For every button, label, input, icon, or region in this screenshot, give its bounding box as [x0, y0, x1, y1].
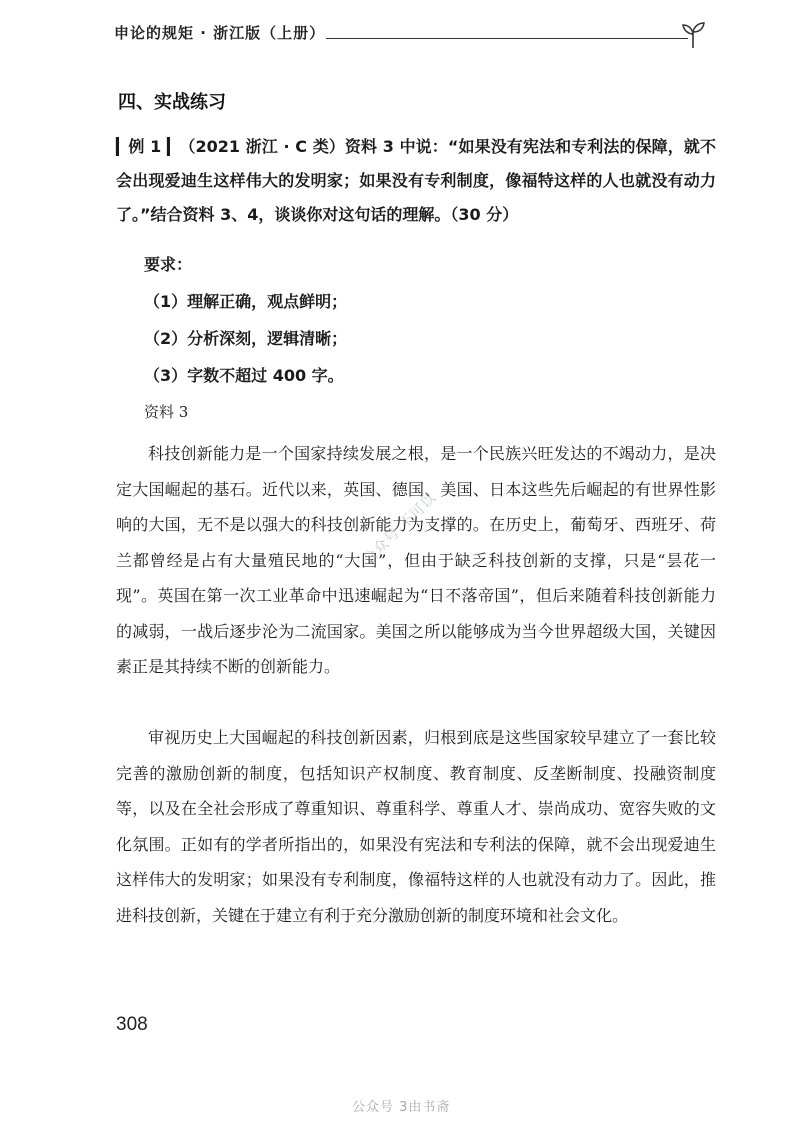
- requirement-item: （1）理解正确，观点鲜明；: [144, 292, 348, 311]
- page-number: 308: [116, 1014, 148, 1035]
- requirement-item: （3）字数不超过 400 字。: [144, 366, 344, 385]
- material-paragraph: 审视历史上大国崛起的科技创新因素，归根到底是这些国家较早建立了一套比较完善的激励创新的制度，包括知识产权制度、教育制度、反垄断制度、投融资制度等，以及在全社会形成了尊重知识、尊重科学、尊重人才、崇尚成功、宽容失败的文化氛围。正如有的学者所指出的，如果没有宪法和专利法的保障，就不会出现爱迪生这样伟大的发明家；如果没有专利制度，像福特这样的人也就没有动力了。因此，推进科技创新，关键在于建立有利于充分激励创新的制度环境和社会文化。: [116, 728, 716, 925]
- requirement-item: （2）分析深刻，逻辑清晰；: [144, 329, 348, 348]
- requirements-title: 要求：: [144, 255, 193, 274]
- example-text: （2021 浙江 · C 类）资料 3 中说：“如果没有宪法和专利法的保障，就不会出现爱迪生这样伟大的发明家；如果没有专利制度，像福特这样的人也就没有动力了。”结合资料 3、4，谈谈你对这句话的理解。（30 分）: [116, 137, 716, 224]
- bottom-watermark: 公众号 3由书斋: [352, 1100, 451, 1115]
- running-header: [114, 20, 714, 50]
- sprout-icon: [680, 21, 706, 49]
- diagonal-watermark: 公众号 不可以: [360, 489, 440, 568]
- running-title: 申论的规矩 · 浙江版（上册）: [114, 24, 326, 42]
- section-heading: 四、实战练习: [118, 92, 226, 113]
- material-paragraph: 科技创新能力是一个国家持续发展之根，是一个民族兴旺发达的不竭动力，是决定大国崛起的基石。近代以来，英国、德国、美国、日本这些先后崛起的有世界性影响的大国，无不是以强大的科技创新能力为支撑的。在历史上，葡萄牙、西班牙、荷兰都曾经是占有大量殖民地的“大国”，但由于缺乏科技创新的支撑，只是“昙花一现”。英国在第一次工业革命中迅速崛起为“日不落帝国”，但后来随着科技创新能力的减弱，一战后逐步沦为二流国家。美国之所以能够成为当今世界超级大国，关键因素正是其持续不断的创新能力。: [116, 444, 716, 676]
- material-label: 资料 3: [144, 403, 189, 421]
- requirements: [144, 246, 704, 394]
- example-tag: ▎例 1 ▎: [116, 137, 180, 156]
- header-rule: [326, 38, 688, 39]
- example-problem: [116, 130, 716, 232]
